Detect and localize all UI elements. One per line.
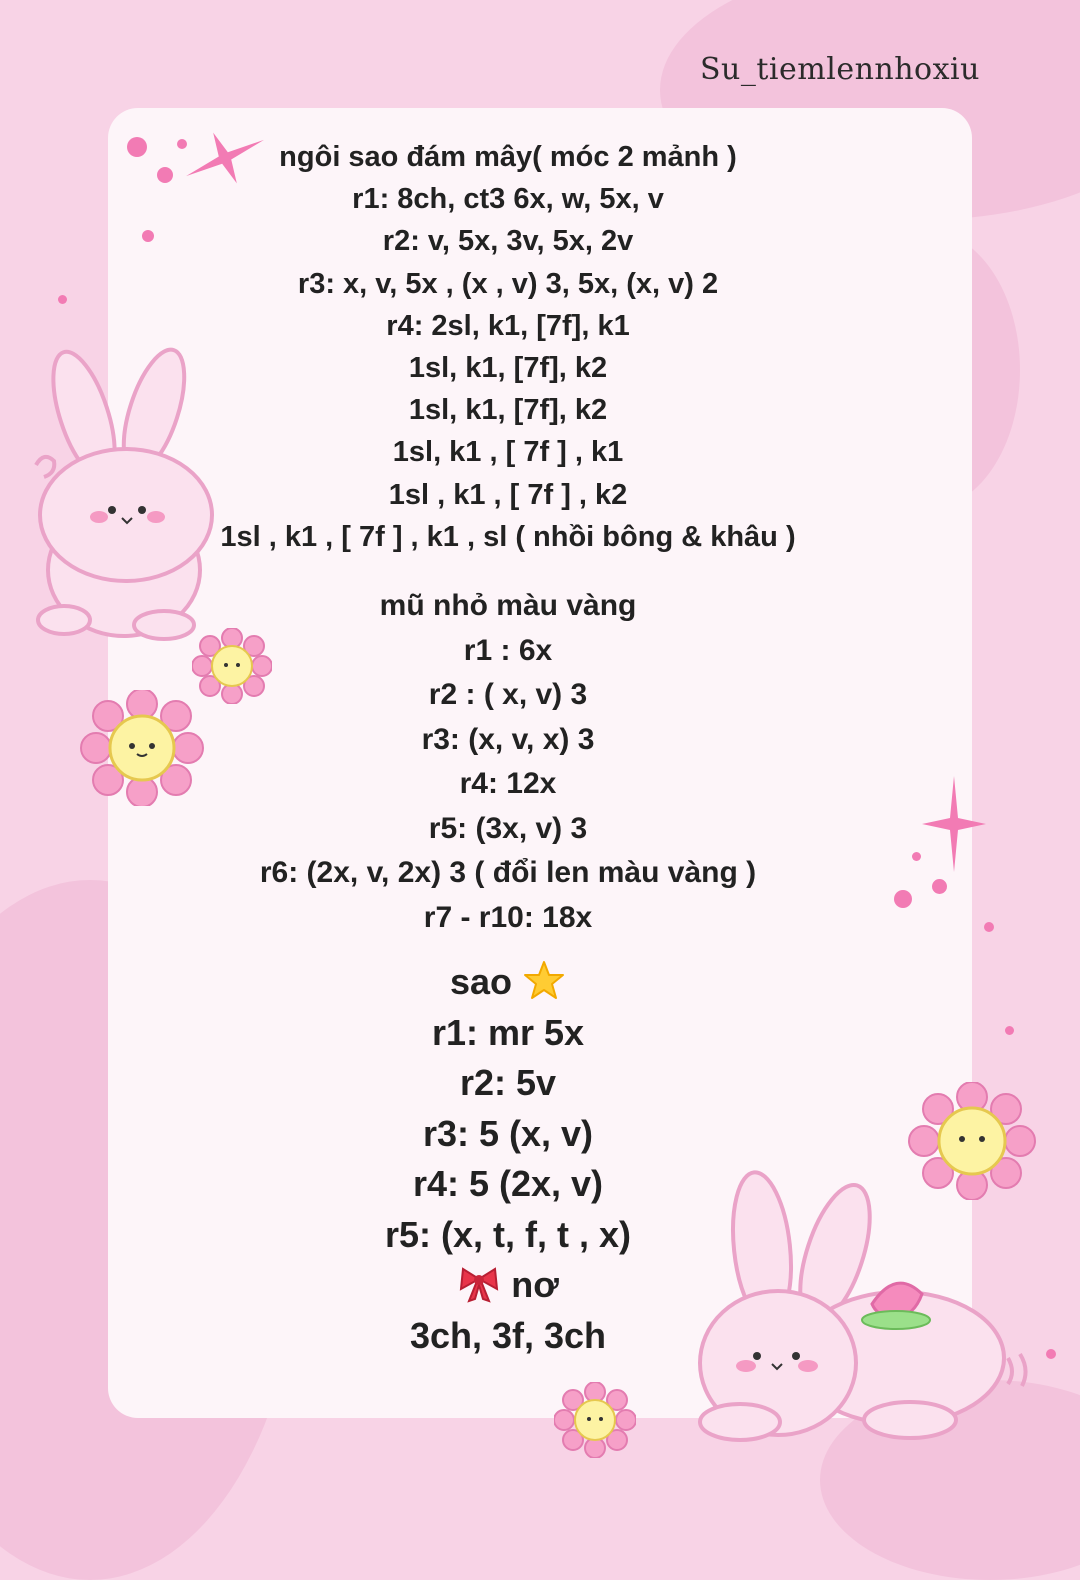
pattern-row: r4: 2sl, k1, [7f], k1 [386, 309, 630, 342]
pattern-row: 1sl , k1 , [ 7f ] , k1 , sl ( nhồi bông & khâu ) [220, 520, 796, 553]
pattern-row: r3: (x, v, x) 3 [421, 722, 595, 756]
section-title: ngôi sao đám mây( móc 2 mảnh ) [279, 141, 737, 173]
section-title-text: sao [449, 961, 513, 1002]
pattern-row: r3: x, v, 5x , (x , v) 3, 5x, (x, v) 2 [297, 267, 719, 300]
pattern-row: 1sl, k1 , [ 7f ] , k1 [392, 436, 624, 469]
star-emoji-icon [522, 960, 566, 1000]
pattern-row: 1sl, k1, [7f], k2 [408, 351, 608, 384]
pink-dot [58, 295, 67, 304]
pattern-row: r2: 5v [459, 1062, 557, 1103]
section-cloud-star [108, 136, 908, 558]
bow-title [108, 1260, 908, 1311]
brand-watermark: Su_tiemlennhoxiu [700, 52, 980, 87]
pattern-row: r5: (x, t, f, t , x) [384, 1213, 632, 1255]
section-title [108, 957, 908, 1008]
pattern-row: r3: 5 (x, v) [422, 1112, 594, 1154]
pattern-row: r4: 12x [459, 767, 557, 800]
section-yellow-hat [108, 584, 908, 940]
sparkle-icon [922, 776, 986, 872]
pattern-row: r6: (2x, v, 2x) 3 ( đổi len màu vàng ) [259, 856, 757, 889]
pattern-row: r4: 5 (2x, v) [412, 1163, 604, 1204]
section-star [108, 957, 908, 1361]
pink-dot [984, 922, 994, 932]
pattern-row: 1sl , k1 , [ 7f ] , k2 [388, 478, 628, 511]
bow-label: nơ [511, 1264, 559, 1305]
pattern-row: r1 : 6x [463, 633, 553, 667]
pattern-row: r1: 8ch, ct3 6x, w, 5x, v [352, 183, 664, 216]
pattern-row: 1sl, k1, [7f], k2 [408, 394, 608, 427]
pattern-row: 3ch, 3f, 3ch [409, 1314, 607, 1356]
ribbon-bow-icon [457, 1263, 501, 1303]
pattern-row: r5: (3x, v) 3 [428, 811, 588, 845]
pattern-row: r7 - r10: 18x [423, 900, 593, 934]
pattern-row: r2: v, 5x, 3v, 5x, 2v [382, 225, 634, 258]
pink-dot [1046, 1349, 1056, 1359]
pattern-row: r2 : ( x, v) 3 [428, 678, 588, 711]
pink-dot [932, 879, 947, 894]
pattern-row: r1: mr 5x [431, 1011, 585, 1053]
section-title: mũ nhỏ màu vàng [379, 589, 637, 622]
pink-dot [912, 852, 921, 861]
flower-illustration [554, 1382, 636, 1458]
pink-dot [1005, 1026, 1014, 1035]
